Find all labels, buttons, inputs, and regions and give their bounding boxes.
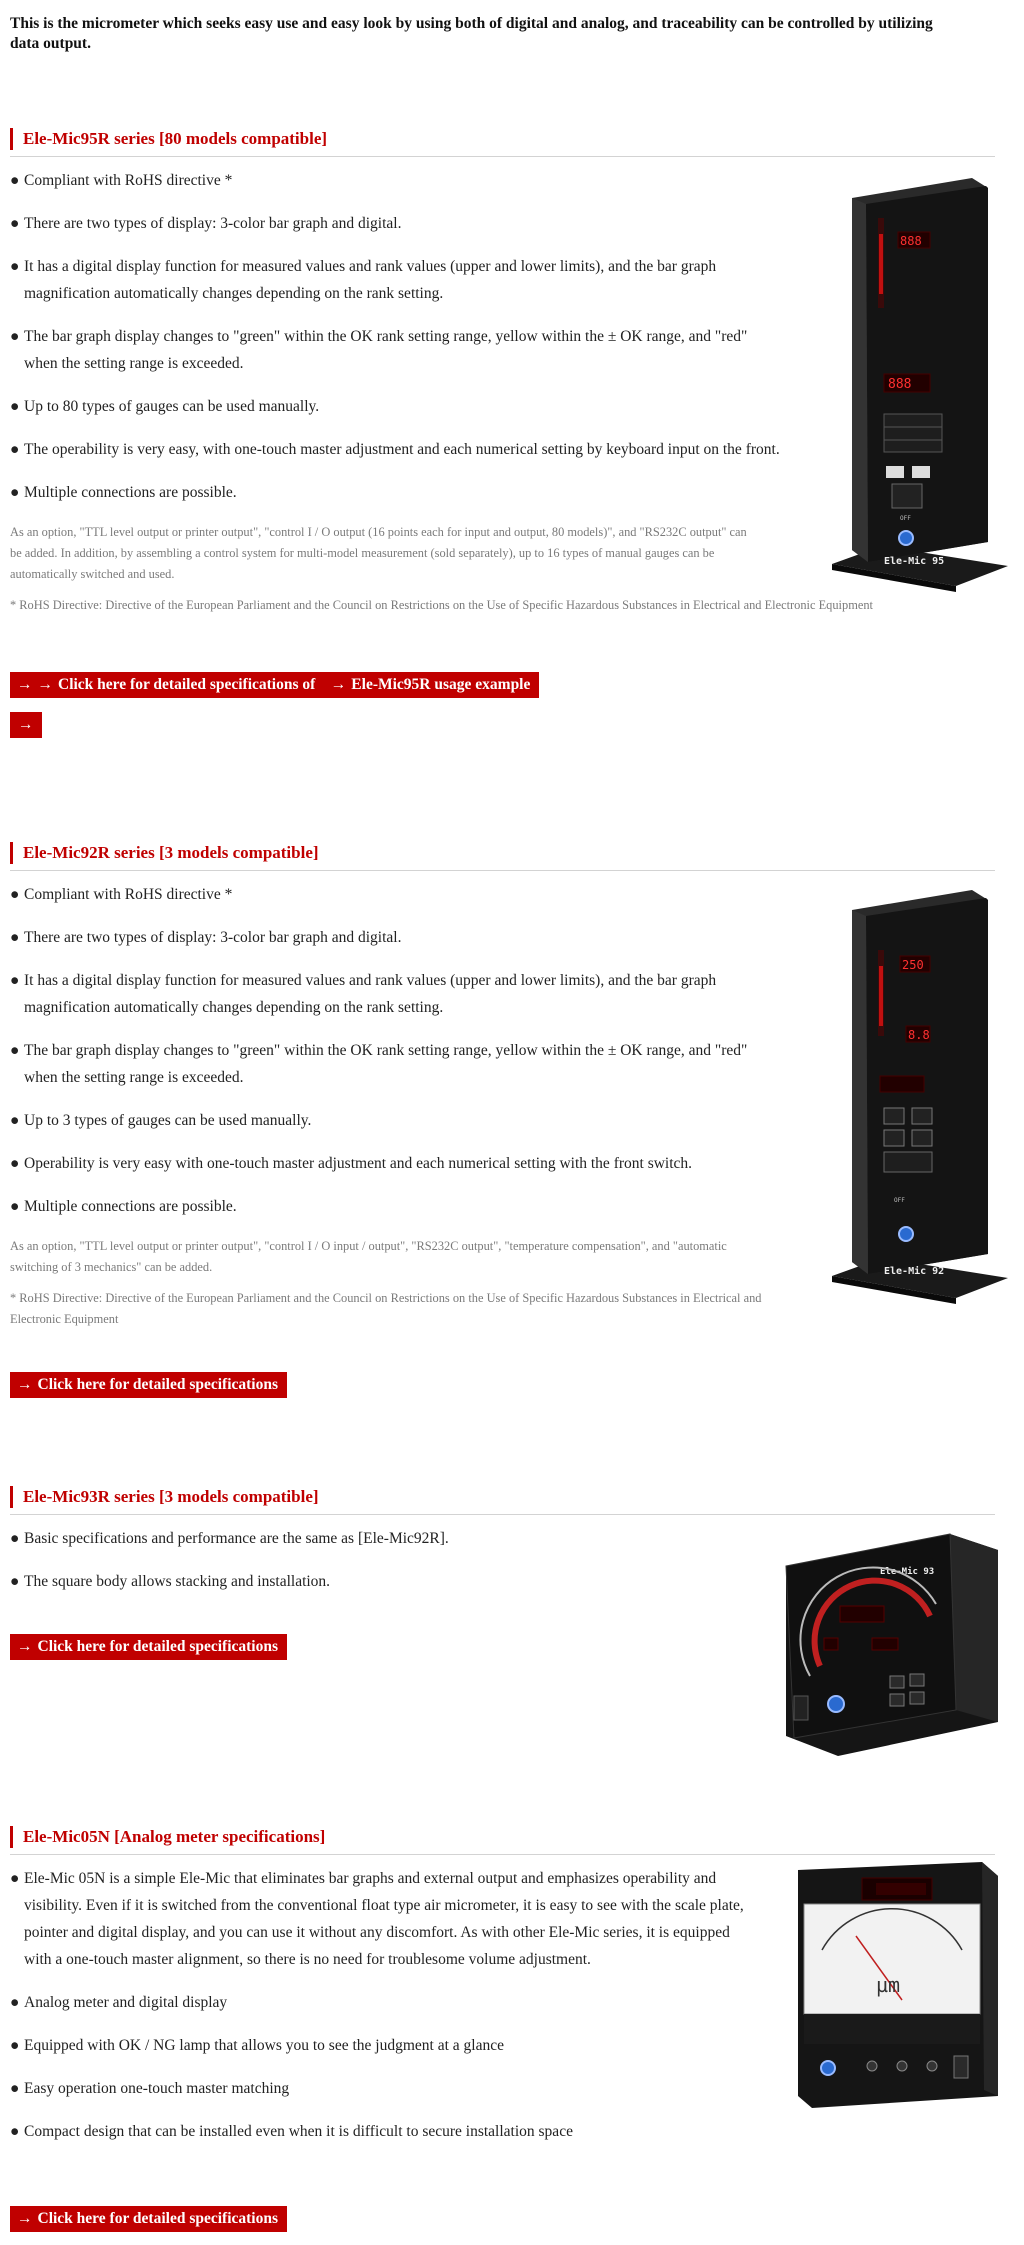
list-item: ● Basic specifications and performance are the same as [Ele-Mic92R]. (10, 1530, 449, 1547)
section-title: Ele-Mic05N [Analog meter specifications] (10, 1826, 995, 1848)
spec-button[interactable]: → Click here for detailed specifications (10, 2206, 287, 2232)
list-item: ● It has a digital display function for measured values and rank values (upper and lower limits), and the bar graph magnification automatically changes depending on the rank setting. (10, 258, 717, 302)
section-title: Ele-Mic93R series [3 models compatible] (10, 1486, 995, 1508)
spec-button[interactable]: → Click here for detailed specifications (10, 1372, 287, 1398)
list-item: ● Multiple connections are possible. (10, 484, 237, 501)
product-image-elemic05n (792, 1860, 1004, 2110)
svg-text:Ele-Mic 93: Ele-Mic 93 (880, 1567, 935, 1577)
list-item: ● Equipped with OK / NG lamp that allows you to see the judgment at a glance (10, 2037, 504, 2054)
svg-text:µm: µm (876, 1973, 901, 1997)
list-item: ● There are two types of display: 3-color bar graph and digital. (10, 215, 402, 232)
list-item: ● The bar graph display changes to "green" within the OK rank setting range, yellow within the ± OK range, and "red" when the setting range is exceeded. (10, 1042, 748, 1086)
list-item: ● Analog meter and digital display (10, 1994, 228, 2011)
svg-text:Ele-Mic 92: Ele-Mic 92 (884, 1266, 945, 1277)
arrow-button[interactable] (10, 712, 42, 738)
product-image-elemic93r (780, 1526, 1004, 1758)
section-elemic92r (10, 842, 995, 1402)
list-item: ● Ele-Mic 05N is a simple Ele-Mic that eliminates bar graphs and external output and emphasizes operability and visibility. Even if it is switched from the conventional float type air micrometer, it is easy to see with the scale plate, pointer and digital display, and you can use it without any discomfort. As with other Ele-Mic series, it is equipped with a one-touch master alignment, so there is no need for troublesome volume adjustment. (10, 1870, 744, 1968)
svg-text:250: 250 (902, 958, 924, 972)
svg-text:OFF: OFF (894, 1197, 905, 1204)
section-elemic93r (10, 1486, 995, 1736)
list-item: ● Up to 3 types of gauges can be used manually. (10, 1112, 312, 1129)
rohs-note: * RoHS Directive: Directive of the European Parliament and the Council on Restrictions on the Use of Specific Hazardous Substances in Electrical and Electronic Equipment (10, 598, 873, 612)
divider (10, 1514, 995, 1515)
option-note: As an option, "TTL level output or printer output", "control I / O output (16 points each for input and output, 80 models)", and "RS232C output" can be added. In addition, by assembling a control system for multi-model measurement (sold separately), up to 16 types of manual gauges can be automatically switched and used. (10, 525, 747, 581)
section-title: Ele-Mic92R series [3 models compatible] (10, 842, 995, 864)
svg-text:888: 888 (900, 234, 922, 248)
list-item: ● Easy operation one-touch master matching (10, 2080, 290, 2097)
svg-text:Ele-Mic 95: Ele-Mic 95 (884, 556, 945, 567)
list-item: ● The square body allows stacking and installation. (10, 1573, 331, 1590)
list-item: ● There are two types of display: 3-color bar graph and digital. (10, 929, 402, 946)
list-item: ● It has a digital display function for measured values and rank values (upper and lower limits), and the bar graph magnification automatically changes depending on the rank setting. (10, 972, 717, 1016)
divider (10, 156, 995, 157)
product-image-elemic92r (822, 886, 1012, 1306)
list-item: ● Multiple connections are possible. (10, 1198, 237, 1215)
spec-button[interactable]: → → Click here for detailed specifications of → Ele-Mic95R usage example (10, 672, 539, 698)
list-item: ● Compact design that can be installed even when it is difficult to secure installation space (10, 2123, 573, 2140)
svg-text:888: 888 (888, 377, 912, 392)
svg-text:8.8: 8.8 (908, 1028, 930, 1042)
arrow-right-icon: → (18, 716, 34, 733)
product-image-elemic95r (822, 174, 1012, 594)
list-item: ● The bar graph display changes to "green" within the OK rank setting range, yellow within the ± OK range, and "red" when the setting range is exceeded. (10, 328, 748, 372)
intro-text: This is the micrometer which seeks easy use and easy look by using both of digital and analog, and traceability can be controlled by utilizing data output. (10, 15, 933, 52)
section-elemic95r (10, 128, 995, 758)
spec-button[interactable]: → Click here for detailed specifications (10, 1634, 287, 1660)
list-item: ● Up to 80 types of gauges can be used manually. (10, 398, 320, 415)
divider (10, 870, 995, 871)
list-item: ● Compliant with RoHS directive * (10, 172, 233, 189)
list-item: ● Compliant with RoHS directive * (10, 886, 233, 903)
section-elemic05n (10, 1826, 995, 2236)
rohs-note: * RoHS Directive: Directive of the European Parliament and the Council on Restrictions on the Use of Specific Hazardous Substances in Electrical and Electronic Equipment (10, 1291, 762, 1326)
section-title: Ele-Mic95R series [80 models compatible] (10, 128, 995, 150)
list-item: ● The operability is very easy, with one-touch master adjustment and each numerical setting by keyboard input on the front. (10, 441, 780, 458)
option-note: As an option, "TTL level output or printer output", "control I / O input / output", "RS232C output", "temperature compensation", and "automatic switching of 3 mechanics" can be added. (10, 1239, 727, 1274)
list-item: ● Operability is very easy with one-touch master adjustment and each numerical setting with the front switch. (10, 1155, 693, 1172)
svg-text:OFF: OFF (900, 515, 911, 522)
divider (10, 1854, 995, 1855)
